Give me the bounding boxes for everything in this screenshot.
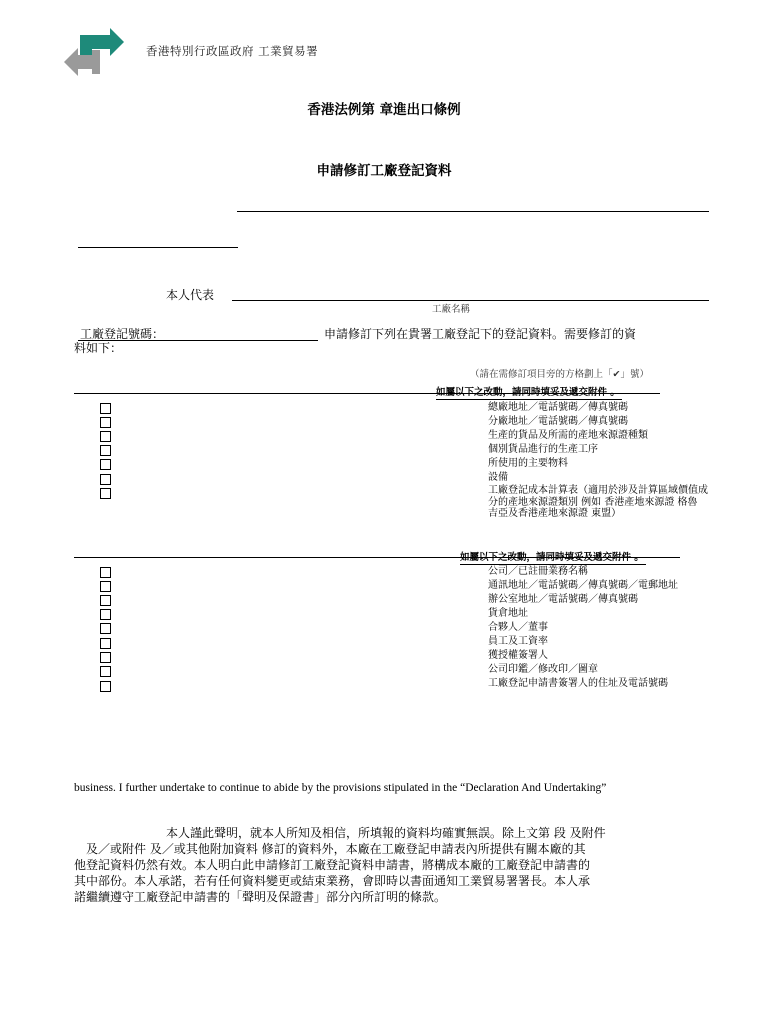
checkbox-production-process[interactable] bbox=[100, 445, 111, 456]
english-undertaking-text: business. I further undertake to continue to abide by the provisions stipulated in the “Declaration And Undertaking” bbox=[74, 782, 607, 794]
list-item: 分廠地址／電話號碼／傳真號碼 bbox=[488, 416, 628, 427]
request-text-line1: 申請修訂下列在貴署工廠登記下的登記資料。需要修訂的資 bbox=[324, 327, 637, 341]
section2-heading bbox=[460, 545, 646, 564]
checkbox-office-address[interactable] bbox=[100, 595, 111, 606]
declaration-line: 及／或附件 及／或其他附加資料 修訂的資料外，本廠在工廠登記申請表內所提供有關本廠的其 bbox=[86, 842, 586, 856]
form-title: 申請修訂工廠登記資料 bbox=[316, 163, 452, 179]
checkbox-authorized-signatories[interactable] bbox=[100, 652, 111, 663]
checkbox-warehouse-address[interactable] bbox=[100, 609, 111, 620]
list-item: 吉亞及香港產地來源證 東盟） bbox=[488, 508, 622, 519]
checkbox-company-name[interactable] bbox=[100, 567, 111, 578]
list-item: 獲授權簽署人 bbox=[488, 650, 548, 661]
list-item: 辦公室地址／電話號碼／傳真號碼 bbox=[488, 594, 638, 605]
department-logo-icon bbox=[64, 28, 124, 76]
list-item: 分的產地來源證類別 例如 香港產地來源證 格魯 bbox=[488, 496, 698, 508]
section2-item-list bbox=[488, 565, 738, 691]
section1-rule bbox=[74, 393, 660, 394]
list-item: 公司／已註冊業務名稱 bbox=[488, 566, 588, 577]
checkbox-correspondence-address[interactable] bbox=[100, 581, 111, 592]
declaration-paragraph bbox=[74, 825, 714, 905]
factory-name-caption: 工廠名稱 bbox=[432, 304, 471, 315]
tick-instruction: （請在需修訂項目旁的方格劃上「✔」號） bbox=[470, 369, 649, 380]
list-item: 合夥人／董事 bbox=[488, 622, 548, 633]
section1-item-list bbox=[488, 401, 738, 520]
list-item: 工廠登記申請書簽署人的住址及電話號碼 bbox=[488, 678, 668, 689]
representative-label: 本人代表 bbox=[166, 288, 215, 302]
checkbox-signatory-address[interactable] bbox=[100, 681, 111, 692]
declaration-line: 他登記資料仍然有效。本人明白此申請修訂工廠登記資料申請書，將構成本廠的工廠登記申請書的 bbox=[74, 858, 591, 872]
list-item: 貨倉地址 bbox=[488, 608, 528, 619]
date-line[interactable] bbox=[78, 247, 238, 248]
declaration-line: 其中部份。本人承諾，若有任何資料變更或結束業務，會即時以書面通知工業貿易署署長。本人承 bbox=[74, 874, 591, 888]
address-line[interactable] bbox=[237, 211, 709, 212]
checkbox-cost-sheet[interactable] bbox=[100, 488, 111, 499]
section1-heading bbox=[436, 380, 622, 399]
list-item: 設備 bbox=[488, 472, 508, 483]
list-item: 個別貨品進行的生產工序 bbox=[488, 444, 598, 455]
declaration-line: 本人謹此聲明，就本人所知及相信，所填報的資料均確實無誤。除上文第 段 及附件 bbox=[166, 826, 606, 840]
request-text-line2: 料如下： bbox=[74, 341, 123, 355]
list-item: 員工及工資率 bbox=[488, 636, 548, 647]
checkbox-staff-wages[interactable] bbox=[100, 638, 111, 649]
list-item: 通訊地址／電話號碼／傳真號碼／電郵地址 bbox=[488, 580, 678, 591]
list-item: 公司印鑑／修改印／圖章 bbox=[488, 664, 598, 675]
factory-name-field[interactable] bbox=[232, 300, 709, 301]
checkbox-main-factory[interactable] bbox=[100, 403, 111, 414]
checkbox-company-chop[interactable] bbox=[100, 666, 111, 677]
checkbox-goods-origin[interactable] bbox=[100, 431, 111, 442]
department-name: 香港特別行政區政府 工業貿易署 bbox=[146, 44, 319, 58]
section1-heading-text: 如屬以下之改動，請同時填妥及遞交附件 。 bbox=[436, 387, 620, 398]
ordinance-title: 香港法例第 章進出口條例 bbox=[307, 102, 461, 118]
list-item: 所使用的主要物料 bbox=[488, 458, 568, 469]
section2-heading-text: 如屬以下之改動，請同時填妥及遞交附件 。 bbox=[460, 552, 644, 563]
declaration-line: 諾繼續遵守工廠登記申請書的「聲明及保證書」部分內所訂明的條款。 bbox=[74, 890, 447, 904]
list-item: 生產的貨品及所需的產地來源證種類 bbox=[488, 430, 648, 441]
checkbox-branch-factory[interactable] bbox=[100, 417, 111, 428]
section2-rule bbox=[74, 557, 680, 558]
list-item: 總廠地址／電話號碼／傳真號碼 bbox=[488, 402, 628, 413]
registration-number-label: 工廠登記號碼： bbox=[80, 327, 165, 341]
list-item: 工廠登記成本計算表（適用於涉及計算區域價值成 bbox=[488, 485, 708, 496]
checkbox-partners-directors[interactable] bbox=[100, 623, 111, 634]
checkbox-main-materials[interactable] bbox=[100, 459, 111, 470]
checkbox-equipment[interactable] bbox=[100, 474, 111, 485]
